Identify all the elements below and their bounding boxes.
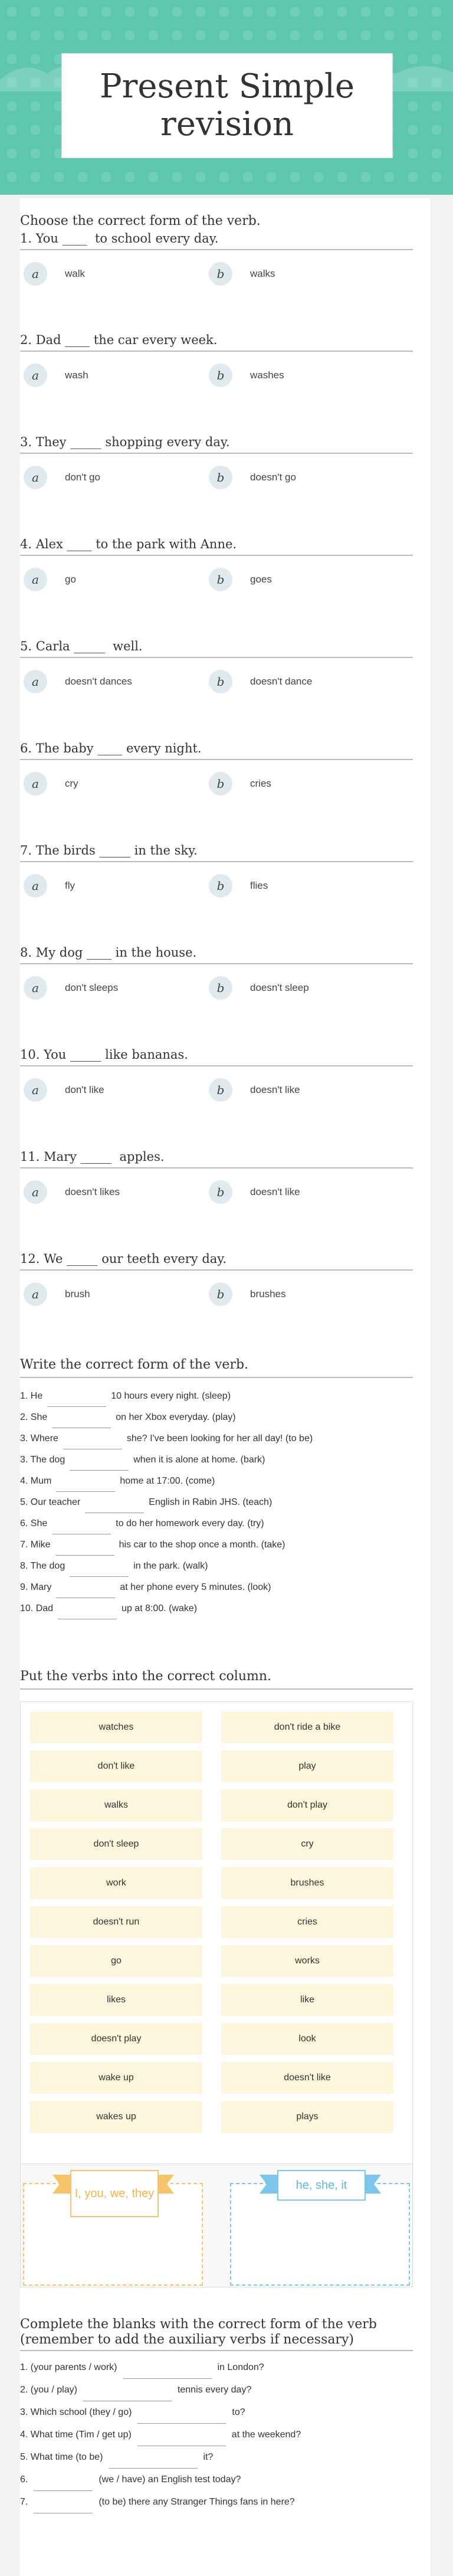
mc-question (20, 1150, 413, 1199)
option-label: flies (250, 880, 268, 891)
verb-chip[interactable]: don't sleep (30, 1828, 202, 1860)
option-letter-b: b (209, 874, 232, 898)
write-item (20, 1428, 413, 1449)
sort-chip-box (20, 1701, 413, 2171)
divider (20, 1377, 413, 1378)
answer-option-a[interactable] (24, 262, 85, 286)
answer-option-b[interactable] (209, 670, 312, 693)
aux-item (20, 2469, 413, 2491)
verb-chip[interactable]: don't play (221, 1789, 393, 1821)
answer-blank[interactable] (52, 1413, 111, 1428)
item-prefix: 10. Dad (20, 1603, 54, 1613)
write-item (20, 1577, 413, 1598)
option-letter-b: b (209, 364, 232, 387)
answer-option-a[interactable] (24, 1078, 104, 1102)
option-label: wash (65, 369, 88, 381)
item-prefix: 3. The dog (20, 1455, 65, 1465)
answer-blank[interactable] (123, 2364, 212, 2379)
question-text: 4. Alex ____ to the park with Anne. (20, 537, 413, 556)
item-prefix: 6. She (20, 1518, 48, 1528)
target-label-plural: I, you, we, they (70, 2170, 159, 2217)
verb-chip[interactable]: look (221, 2023, 393, 2055)
item-suffix: English in Rabin JHS. (teach) (149, 1497, 273, 1507)
option-label: brush (65, 1288, 90, 1300)
answer-blank[interactable] (56, 1583, 115, 1598)
item-suffix: tennis every day? (177, 2385, 252, 2395)
sort-targets (20, 2163, 413, 2287)
item-suffix: to? (232, 2407, 245, 2417)
answer-blank[interactable] (70, 1456, 129, 1471)
option-label: doesn't sleep (250, 982, 309, 993)
write-instruction: Write the correct form of the verb. (20, 1357, 249, 1372)
answer-blank[interactable] (34, 2499, 93, 2513)
answer-option-b[interactable] (209, 1282, 285, 1306)
option-label: doesn't go (250, 472, 296, 483)
mc-question (20, 435, 413, 485)
item-prefix: 2. She (20, 1412, 48, 1422)
answer-option-a[interactable] (24, 772, 78, 796)
mc-question (20, 537, 413, 587)
option-letter-a: a (24, 568, 47, 591)
option-letter-a: a (24, 1282, 47, 1306)
verb-chip[interactable]: walks (30, 1789, 202, 1821)
write-list (20, 1386, 413, 1619)
item-suffix: in London? (217, 2362, 264, 2372)
divider (20, 1688, 413, 1690)
verb-chip[interactable]: play (221, 1750, 393, 1782)
answer-option-b[interactable] (209, 466, 296, 489)
mc-question (20, 333, 413, 382)
mc-instruction: Choose the correct form of the verb. (20, 214, 261, 228)
option-label: don't go (65, 472, 100, 483)
question-text: 11. Mary _____ apples. (20, 1150, 413, 1168)
question-text: 1. You ____ to school every day. (20, 231, 413, 250)
option-letter-a: a (24, 364, 47, 387)
item-prefix: 9. Mary (20, 1582, 52, 1592)
item-suffix: his car to the shop once a month. (take) (119, 1540, 285, 1550)
item-prefix: 3. Where (20, 1433, 58, 1444)
item-suffix: in the park. (walk) (133, 1561, 208, 1571)
answer-option-a[interactable] (24, 976, 118, 1000)
verb-chip[interactable]: don't like (30, 1750, 202, 1782)
option-label: goes (250, 574, 272, 585)
mc-section (20, 214, 413, 228)
option-letter-b: b (209, 772, 232, 796)
answer-option-b[interactable] (209, 874, 268, 898)
aux-section (20, 2317, 413, 2351)
question-text: 5. Carla _____ well. (20, 639, 413, 658)
item-prefix: 7. Mike (20, 1540, 51, 1550)
mc-question (20, 1252, 413, 1301)
target-column-singular[interactable] (230, 2179, 410, 2286)
write-section (20, 1357, 413, 1378)
option-letter-b: b (209, 1282, 232, 1306)
write-item (20, 1471, 413, 1492)
option-letter-a: a (24, 466, 47, 489)
aux-item (20, 2424, 413, 2446)
sort-section (20, 1669, 413, 1690)
answer-blank[interactable] (56, 1477, 115, 1492)
verb-chip[interactable]: likes (30, 1984, 202, 2016)
option-label: don't like (65, 1084, 104, 1095)
option-label: doesn't dance (250, 676, 313, 687)
sort-instruction: Put the verbs into the correct column. (20, 1669, 272, 1684)
mc-question (20, 741, 413, 791)
verb-chip[interactable]: doesn't play (30, 2023, 202, 2055)
answer-blank[interactable] (70, 1562, 129, 1577)
answer-blank[interactable] (63, 1435, 122, 1449)
option-label: cries (250, 778, 271, 789)
verb-chip[interactable]: cry (221, 1828, 393, 1860)
answer-blank[interactable] (137, 2431, 226, 2446)
option-label: cry (65, 778, 78, 789)
answer-option-a[interactable] (24, 364, 88, 387)
answer-option-b[interactable] (209, 262, 275, 286)
option-label: washes (250, 369, 284, 381)
verb-chip[interactable]: doesn't like (221, 2062, 393, 2094)
option-label: doesn't like (250, 1186, 300, 1197)
answer-option-b[interactable] (209, 364, 284, 387)
mc-question (20, 231, 413, 281)
header-banner (0, 0, 453, 195)
option-label: go (65, 574, 76, 585)
option-letter-b: b (209, 466, 232, 489)
write-item (20, 1534, 413, 1556)
write-item (20, 1513, 413, 1534)
item-prefix: 7. (20, 2497, 28, 2507)
page-title: Present Simple revision (99, 67, 355, 143)
write-item (20, 1492, 413, 1513)
option-letter-b: b (209, 1180, 232, 1204)
write-item (20, 1598, 413, 1619)
item-prefix: 4. What time (Tim / get up) (20, 2430, 132, 2440)
answer-option-b[interactable] (209, 772, 271, 796)
aux-instruction: Complete the blanks with the correct form of the verb (remember to add the auxiliary verbs if necessary) (20, 2317, 377, 2347)
option-letter-b: b (209, 976, 232, 1000)
option-letter-b: b (209, 670, 232, 693)
item-prefix: 4. Mum (20, 1476, 52, 1486)
answer-option-b[interactable] (209, 976, 309, 1000)
aux-item (20, 2491, 413, 2513)
option-letter-a: a (24, 1078, 47, 1102)
ribbon-singular (260, 2170, 381, 2205)
option-letter-b: b (209, 262, 232, 286)
verb-chip[interactable]: don't ride a bike (221, 1711, 393, 1743)
verb-chip[interactable]: go (30, 1945, 202, 1977)
divider (20, 2350, 413, 2351)
answer-option-b[interactable] (209, 1078, 300, 1102)
question-text: 10. You _____ like bananas. (20, 1048, 413, 1066)
option-label: walk (65, 268, 86, 279)
aux-item (20, 2401, 413, 2424)
answer-option-a[interactable] (24, 568, 76, 591)
aux-item (20, 2446, 413, 2469)
item-prefix: 1. He (20, 1391, 43, 1401)
item-suffix: (to be) there any Stranger Things fans in here? (99, 2497, 295, 2507)
write-item (20, 1407, 413, 1428)
option-letter-a: a (24, 976, 47, 1000)
answer-option-b[interactable] (209, 1180, 300, 1204)
target-column-plural[interactable] (23, 2183, 203, 2286)
option-label: brushes (250, 1288, 286, 1300)
question-text: 2. Dad ____ the car every week. (20, 333, 413, 352)
option-letter-a: a (24, 1180, 47, 1204)
option-label: doesn't dances (65, 676, 132, 687)
item-suffix: it? (203, 2452, 214, 2462)
question-text: 12. We _____ our teeth every day. (20, 1252, 413, 1271)
answer-option-a[interactable] (24, 670, 132, 693)
option-letter-a: a (24, 874, 47, 898)
answer-blank[interactable] (58, 1605, 117, 1619)
answer-blank[interactable] (55, 1541, 114, 1556)
item-suffix: to do her homework every day. (try) (116, 1518, 264, 1528)
item-prefix: 5. Our teacher (20, 1497, 81, 1507)
target-label-singular: he, she, it (277, 2170, 366, 2201)
answer-option-b[interactable] (209, 568, 272, 591)
mc-question (20, 945, 413, 995)
answer-blank[interactable] (109, 2454, 198, 2469)
question-text: 8. My dog ____ in the house. (20, 945, 413, 964)
verb-chip[interactable]: wakes up (30, 2101, 202, 2133)
answer-option-a[interactable] (24, 1282, 90, 1306)
verb-chip[interactable]: brushes (221, 1867, 393, 1899)
option-letter-a: a (24, 262, 47, 286)
answer-blank[interactable] (137, 2409, 226, 2424)
item-suffix: 10 hours every night. (sleep) (111, 1391, 231, 1401)
item-suffix: she? I've been looking for her all day! (to be) (126, 1433, 313, 1444)
write-item (20, 1556, 413, 1577)
option-label: doesn't like (250, 1084, 300, 1095)
write-item (20, 1449, 413, 1471)
aux-item (20, 2356, 413, 2379)
item-prefix: 2. (you / play) (20, 2385, 77, 2395)
write-item (20, 1386, 413, 1407)
option-label: fly (65, 880, 75, 891)
mc-question (20, 639, 413, 689)
verb-chip[interactable]: cries (221, 1906, 393, 1938)
mc-question (20, 1048, 413, 1097)
item-suffix: at her phone every 5 minutes. (look) (120, 1582, 271, 1592)
item-prefix: 8. The dog (20, 1561, 65, 1571)
option-letter-b: b (209, 1078, 232, 1102)
option-letter-a: a (24, 670, 47, 693)
answer-blank[interactable] (47, 1392, 106, 1407)
item-suffix: at the weekend? (231, 2430, 301, 2440)
verb-chip[interactable]: doesn't run (30, 1906, 202, 1938)
answer-blank[interactable] (85, 1498, 144, 1513)
aux-item (20, 2379, 413, 2401)
verb-chip[interactable]: watches (30, 1711, 202, 1743)
item-suffix: home at 17:00. (come) (120, 1476, 215, 1486)
answer-blank[interactable] (83, 2387, 172, 2401)
option-letter-a: a (24, 772, 47, 796)
option-label: walks (250, 268, 275, 279)
ribbon-plural (52, 2170, 174, 2205)
item-suffix: when it is alone at home. (bark) (133, 1455, 265, 1465)
option-label: don't sleeps (65, 982, 119, 993)
question-text: 3. They _____ shopping every day. (20, 435, 413, 454)
item-prefix: 6. (20, 2474, 28, 2485)
item-suffix: on her Xbox everyday. (play) (116, 1412, 236, 1422)
verb-chip[interactable]: work (30, 1867, 202, 1899)
verb-chip[interactable]: like (221, 1984, 393, 2016)
option-letter-b: b (209, 568, 232, 591)
answer-option-a[interactable] (24, 466, 100, 489)
title-box (61, 53, 393, 158)
item-suffix: (we / have) an English test today? (99, 2474, 241, 2485)
answer-blank[interactable] (52, 1520, 111, 1534)
verb-chip[interactable]: wake up (30, 2062, 202, 2094)
answer-blank[interactable] (34, 2476, 93, 2491)
aux-list (20, 2356, 413, 2513)
question-text: 6. The baby ____ every night. (20, 741, 413, 760)
answer-option-a[interactable] (24, 874, 75, 898)
item-prefix: 3. Which school (they / go) (20, 2407, 132, 2417)
item-prefix: 1. (your parents / work) (20, 2362, 117, 2372)
item-suffix: up at 8:00. (wake) (122, 1603, 198, 1613)
item-prefix: 5. What time (to be) (20, 2452, 103, 2462)
option-label: doesn't likes (65, 1186, 120, 1197)
answer-option-a[interactable] (24, 1180, 120, 1204)
question-text: 7. The birds _____ in the sky. (20, 843, 413, 862)
verb-chip[interactable]: works (221, 1945, 393, 1977)
verb-chip[interactable]: plays (221, 2101, 393, 2133)
mc-question (20, 843, 413, 893)
